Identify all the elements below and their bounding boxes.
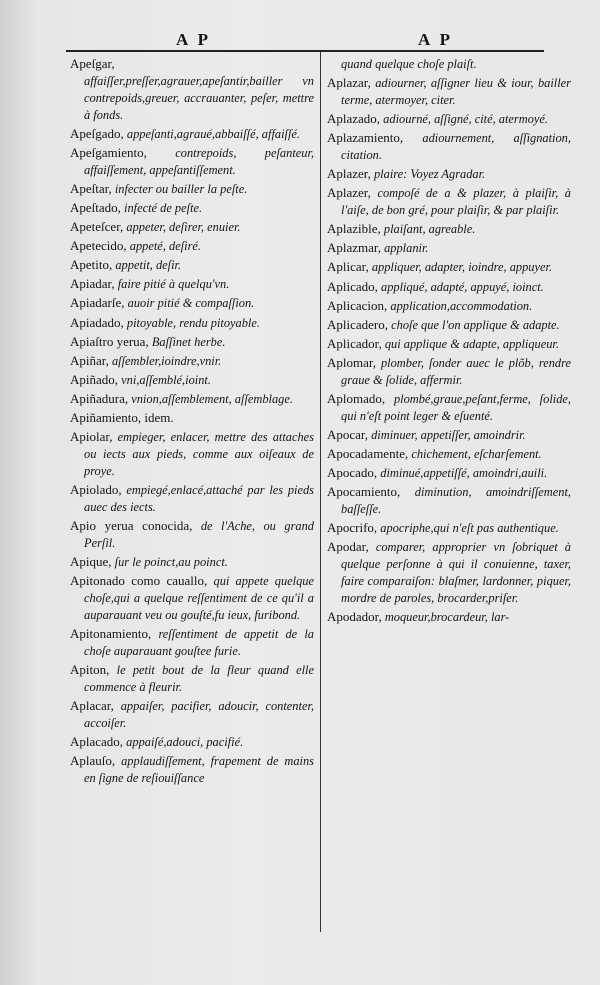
entry-definition: infecté de peſte.: [124, 201, 203, 215]
entry-definition: reſſentiment de appetit de la choſe auparauant gouſtee furie.: [84, 627, 314, 658]
dictionary-entry: [327, 465, 571, 482]
entry-headword: Apitonamiento,: [70, 626, 152, 642]
entry-definition: faire pitié à quelqu'vn.: [117, 277, 230, 292]
entry-definition: compoſé de a & plazer, à plaiſir, à l'aiſe, de bon gré, pour plaiſir, & par plaiſir.: [341, 186, 571, 218]
dictionary-entry: [70, 200, 314, 217]
dictionary-entry: [327, 609, 571, 626]
dictionary-entry: [70, 181, 314, 198]
entry-headword: Aplicacion,: [327, 297, 388, 313]
entry-definition: choſe que l'on applique & adapte.: [391, 317, 560, 332]
entry-definition: de l'Ache, ou grand Perſil.: [84, 519, 314, 550]
entry-definition: appaiſé,adouci, pacifié.: [126, 735, 244, 750]
entry-headword: Apeſtar,: [70, 180, 112, 196]
dictionary-entry: [327, 185, 571, 219]
entry-definition: apocriphe,qui n'eſt pas authentique.: [380, 521, 559, 536]
entry-headword: Apocado,: [327, 465, 378, 481]
entry-definition: adiourné, aſſigné, cité, atermoyé.: [383, 112, 548, 127]
entry-definition: diminution, amoindriſſement, baſſeſſe.: [341, 485, 571, 517]
entry-headword: Apeſgado,: [70, 125, 124, 141]
entry-headword: Apiolar,: [70, 429, 113, 445]
dictionary-entry: [327, 166, 571, 183]
dictionary-entry: [327, 539, 571, 607]
entry-headword: Apiaſtro yerua,: [70, 333, 149, 349]
entry-definition: le petit bout de la fleur quand elle commence à fleurir.: [84, 663, 314, 694]
entry-headword: Aplicado,: [327, 278, 378, 294]
entry-headword: Apiñamiento, idem.: [70, 410, 174, 426]
entry-definition: appeté, deſiré.: [129, 239, 202, 254]
entry-headword: Apitonado como cauallo,: [70, 573, 208, 589]
entry-definition: plomber, ſonder auec le plõb, rendre graue & ſolide, affermir.: [341, 355, 571, 387]
header-rule: [66, 50, 544, 52]
dictionary-entry: [70, 482, 314, 516]
entry-definition: empiegé,enlacé,attaché par les pieds auec des iects.: [84, 483, 314, 514]
entry-definition: contrepoids, peſanteur, affaiſſement, appeſantiſſement.: [84, 145, 314, 177]
entry-headword: Apocrifo,: [327, 520, 378, 536]
dictionary-entry: [327, 75, 571, 109]
entry-definition: empieger, enlacer, mettre des attaches ou iects aux pieds, comme aux oiſeaux de proye.: [84, 430, 314, 478]
dictionary-entry: [327, 355, 571, 389]
entry-headword: Aplicador,: [327, 335, 382, 351]
dictionary-entry: [327, 427, 571, 444]
left-column: [70, 56, 314, 789]
entry-definition: appaiſer, pacifier, adoucir, contenter, accoiſer.: [84, 699, 314, 730]
entry-definition: plaiſant, agreable.: [383, 222, 476, 237]
entry-headword: Apeteſcer,: [70, 219, 124, 235]
entry-definition: vni,aſſemblé,ioint.: [121, 372, 211, 387]
dictionary-entry: [327, 111, 571, 128]
dictionary-entry: [70, 518, 314, 552]
entry-headword: Apiñado,: [70, 371, 119, 387]
entry-definition: Baſſinet herbe.: [151, 334, 226, 349]
dictionary-entry: [327, 520, 571, 537]
entry-definition: appliquer, adapter, ioindre, appuyer.: [371, 260, 553, 275]
dictionary-entry: [70, 626, 314, 660]
header-left-label: A P: [176, 30, 211, 49]
entry-definition: moqueur,brocardeur, lar-: [384, 610, 510, 625]
entry-headword: Apocamiento,: [327, 484, 401, 500]
entry-headword: Aplacado,: [70, 734, 124, 750]
dictionary-entry: [70, 126, 314, 143]
dictionary-entry: [70, 353, 314, 370]
entry-headword: Apique,: [70, 554, 112, 570]
dictionary-entry: [70, 429, 314, 480]
dictionary-entry: [327, 446, 571, 463]
entry-headword: Aplazmar,: [327, 240, 381, 256]
entry-definition: appetit, deſir.: [115, 258, 182, 273]
dictionary-entry: [70, 315, 314, 332]
dictionary-entry: [70, 410, 314, 427]
dictionary-entry: [70, 662, 314, 696]
entry-definition: application,accommodation.: [390, 298, 533, 313]
dictionary-entry: [70, 276, 314, 293]
entry-definition: diminué,appetiſſé, amoindri,auili.: [380, 466, 548, 481]
entry-definition: ſur le poinct,au poinct.: [114, 555, 228, 570]
entry-headword: Aplomar,: [327, 354, 376, 370]
dictionary-entry: [70, 238, 314, 255]
entry-headword: Apodador,: [327, 609, 382, 625]
entry-definition: adiournement, aſſignation, citation.: [341, 131, 571, 163]
entry-headword: Apodar,: [327, 539, 369, 555]
entry-headword: Apeſtado,: [70, 200, 121, 215]
entry-definition: auoir pitié & compaſſion.: [127, 296, 255, 311]
dictionary-entry: [70, 573, 314, 624]
entry-headword: Apiñar,: [70, 352, 109, 368]
dictionary-entry: [327, 484, 571, 518]
dictionary-entry: [70, 219, 314, 236]
dictionary-entry: [70, 554, 314, 571]
entry-headword: Aplazible,: [327, 221, 381, 237]
entry-headword: Apeſgamiento,: [70, 144, 147, 160]
dictionary-entry: [327, 240, 571, 257]
entry-headword: Apiton,: [70, 662, 110, 678]
entry-definition: adiourner, aſſigner lieu & iour, bailler terme, atermoyer, citer.: [341, 76, 571, 107]
entry-headword: Apiolado,: [70, 482, 122, 498]
entry-definition: qui applique & adapte, appliqueur.: [384, 336, 559, 351]
entry-headword: Aplicar,: [327, 259, 369, 275]
entry-headword: Aplazar,: [327, 75, 371, 91]
dictionary-entry: [70, 295, 314, 312]
dictionary-entry: [327, 279, 571, 296]
dictionary-entry: [327, 221, 571, 238]
entry-headword: Aplacar,: [70, 698, 114, 714]
entry-definition: appeſanti,agraué,abbaiſſé, affaiſſé.: [126, 126, 301, 141]
dictionary-entry: [70, 257, 314, 274]
entry-headword: Apocar,: [327, 426, 368, 442]
dictionary-entry: [70, 145, 314, 179]
entry-definition: aſſembler,ioindre,vnir.: [111, 353, 222, 368]
column-divider: [320, 52, 321, 932]
dictionary-entry: [327, 336, 571, 353]
entry-definition: diminuer, appetiſſer, amoindrir.: [371, 427, 526, 442]
header-right-label: A P: [418, 30, 453, 49]
entry-definition: applanir.: [384, 241, 429, 256]
entry-headword: Apetito,: [70, 257, 113, 273]
entry-headword: Apiadado,: [70, 314, 124, 330]
entry-headword: Apiadarſe,: [70, 295, 125, 311]
dictionary-entry: [70, 391, 314, 408]
dictionary-entry: [70, 753, 314, 787]
entry-headword: Aplazer,: [327, 185, 371, 201]
running-header: [66, 30, 544, 50]
dictionary-entry: [70, 56, 314, 124]
entry-definition: quand quelque choſe plaiſt.: [341, 57, 477, 71]
dictionary-entry: [327, 391, 571, 425]
entry-definition: pitoyable, rendu pitoyable.: [126, 315, 260, 330]
entry-headword: Apiñadura,: [70, 390, 129, 406]
dictionary-entry: [327, 259, 571, 276]
entry-definition: plombé,graue,peſant,ferme, ſolide, qui n'eſt point leger & eſuenté.: [341, 391, 571, 423]
entry-headword: Aplazamiento,: [327, 130, 404, 146]
entry-definition: applaudiſſement, frapement de mains en ſigne de reſiouiſſance: [84, 754, 314, 786]
entry-headword: Apio yerua conocida,: [70, 518, 193, 534]
entry-definition: comparer, approprier vn ſobriquet à quelque perſonne à qui il conuienne, taxer, faire comparaiſon: blaſmer, lardonner, piquer, mordre de paroles, brocarder,priſer.: [341, 540, 571, 606]
dictionary-entry: [327, 130, 571, 164]
dictionary-entry: [327, 56, 571, 73]
entry-headword: Apeſgar,: [70, 56, 115, 71]
entry-definition: affaiſſer,preſſer,agrauer,apeſantir,bailler vn contrepoids,greuer, accrauanter, peſer, mettre à fonds.: [84, 73, 314, 122]
right-column: [327, 56, 571, 628]
entry-headword: Aplomado,: [327, 390, 386, 406]
entry-headword: Aplazado,: [327, 111, 381, 127]
dictionary-entry: [70, 372, 314, 389]
dictionary-entry: [70, 734, 314, 751]
dictionary-entry: [327, 298, 571, 315]
dictionary-entry: [70, 698, 314, 732]
entry-definition: plaire: Voyez Agradar.: [373, 167, 486, 182]
entry-headword: Aplicadero,: [327, 316, 389, 332]
entry-headword: Apocadamente,: [327, 446, 409, 462]
entry-headword: Apiadar,: [70, 276, 115, 292]
entry-headword: Apetecido,: [70, 238, 127, 254]
entry-headword: Aplauſo,: [70, 753, 116, 769]
entry-definition: infecter ou bailler la peſte.: [114, 181, 248, 196]
entry-definition: vnion,aſſemblement, aſſemblage.: [131, 391, 293, 406]
entry-definition: appliqué, adapté, appuyé, ioinct.: [381, 279, 544, 294]
dictionary-entry: [327, 317, 571, 334]
entry-headword: Aplazer,: [327, 166, 371, 182]
entry-definition: appeter, deſirer, enuier.: [126, 220, 241, 235]
entry-definition: qui appete quelque choſe,qui a quelque reſſentiment de ce qu'il a auparauant veu ou gouſté,fu ieux, furibond.: [84, 574, 314, 622]
entry-definition: chichement, eſcharſement.: [411, 447, 542, 462]
dictionary-entry: [70, 334, 314, 351]
